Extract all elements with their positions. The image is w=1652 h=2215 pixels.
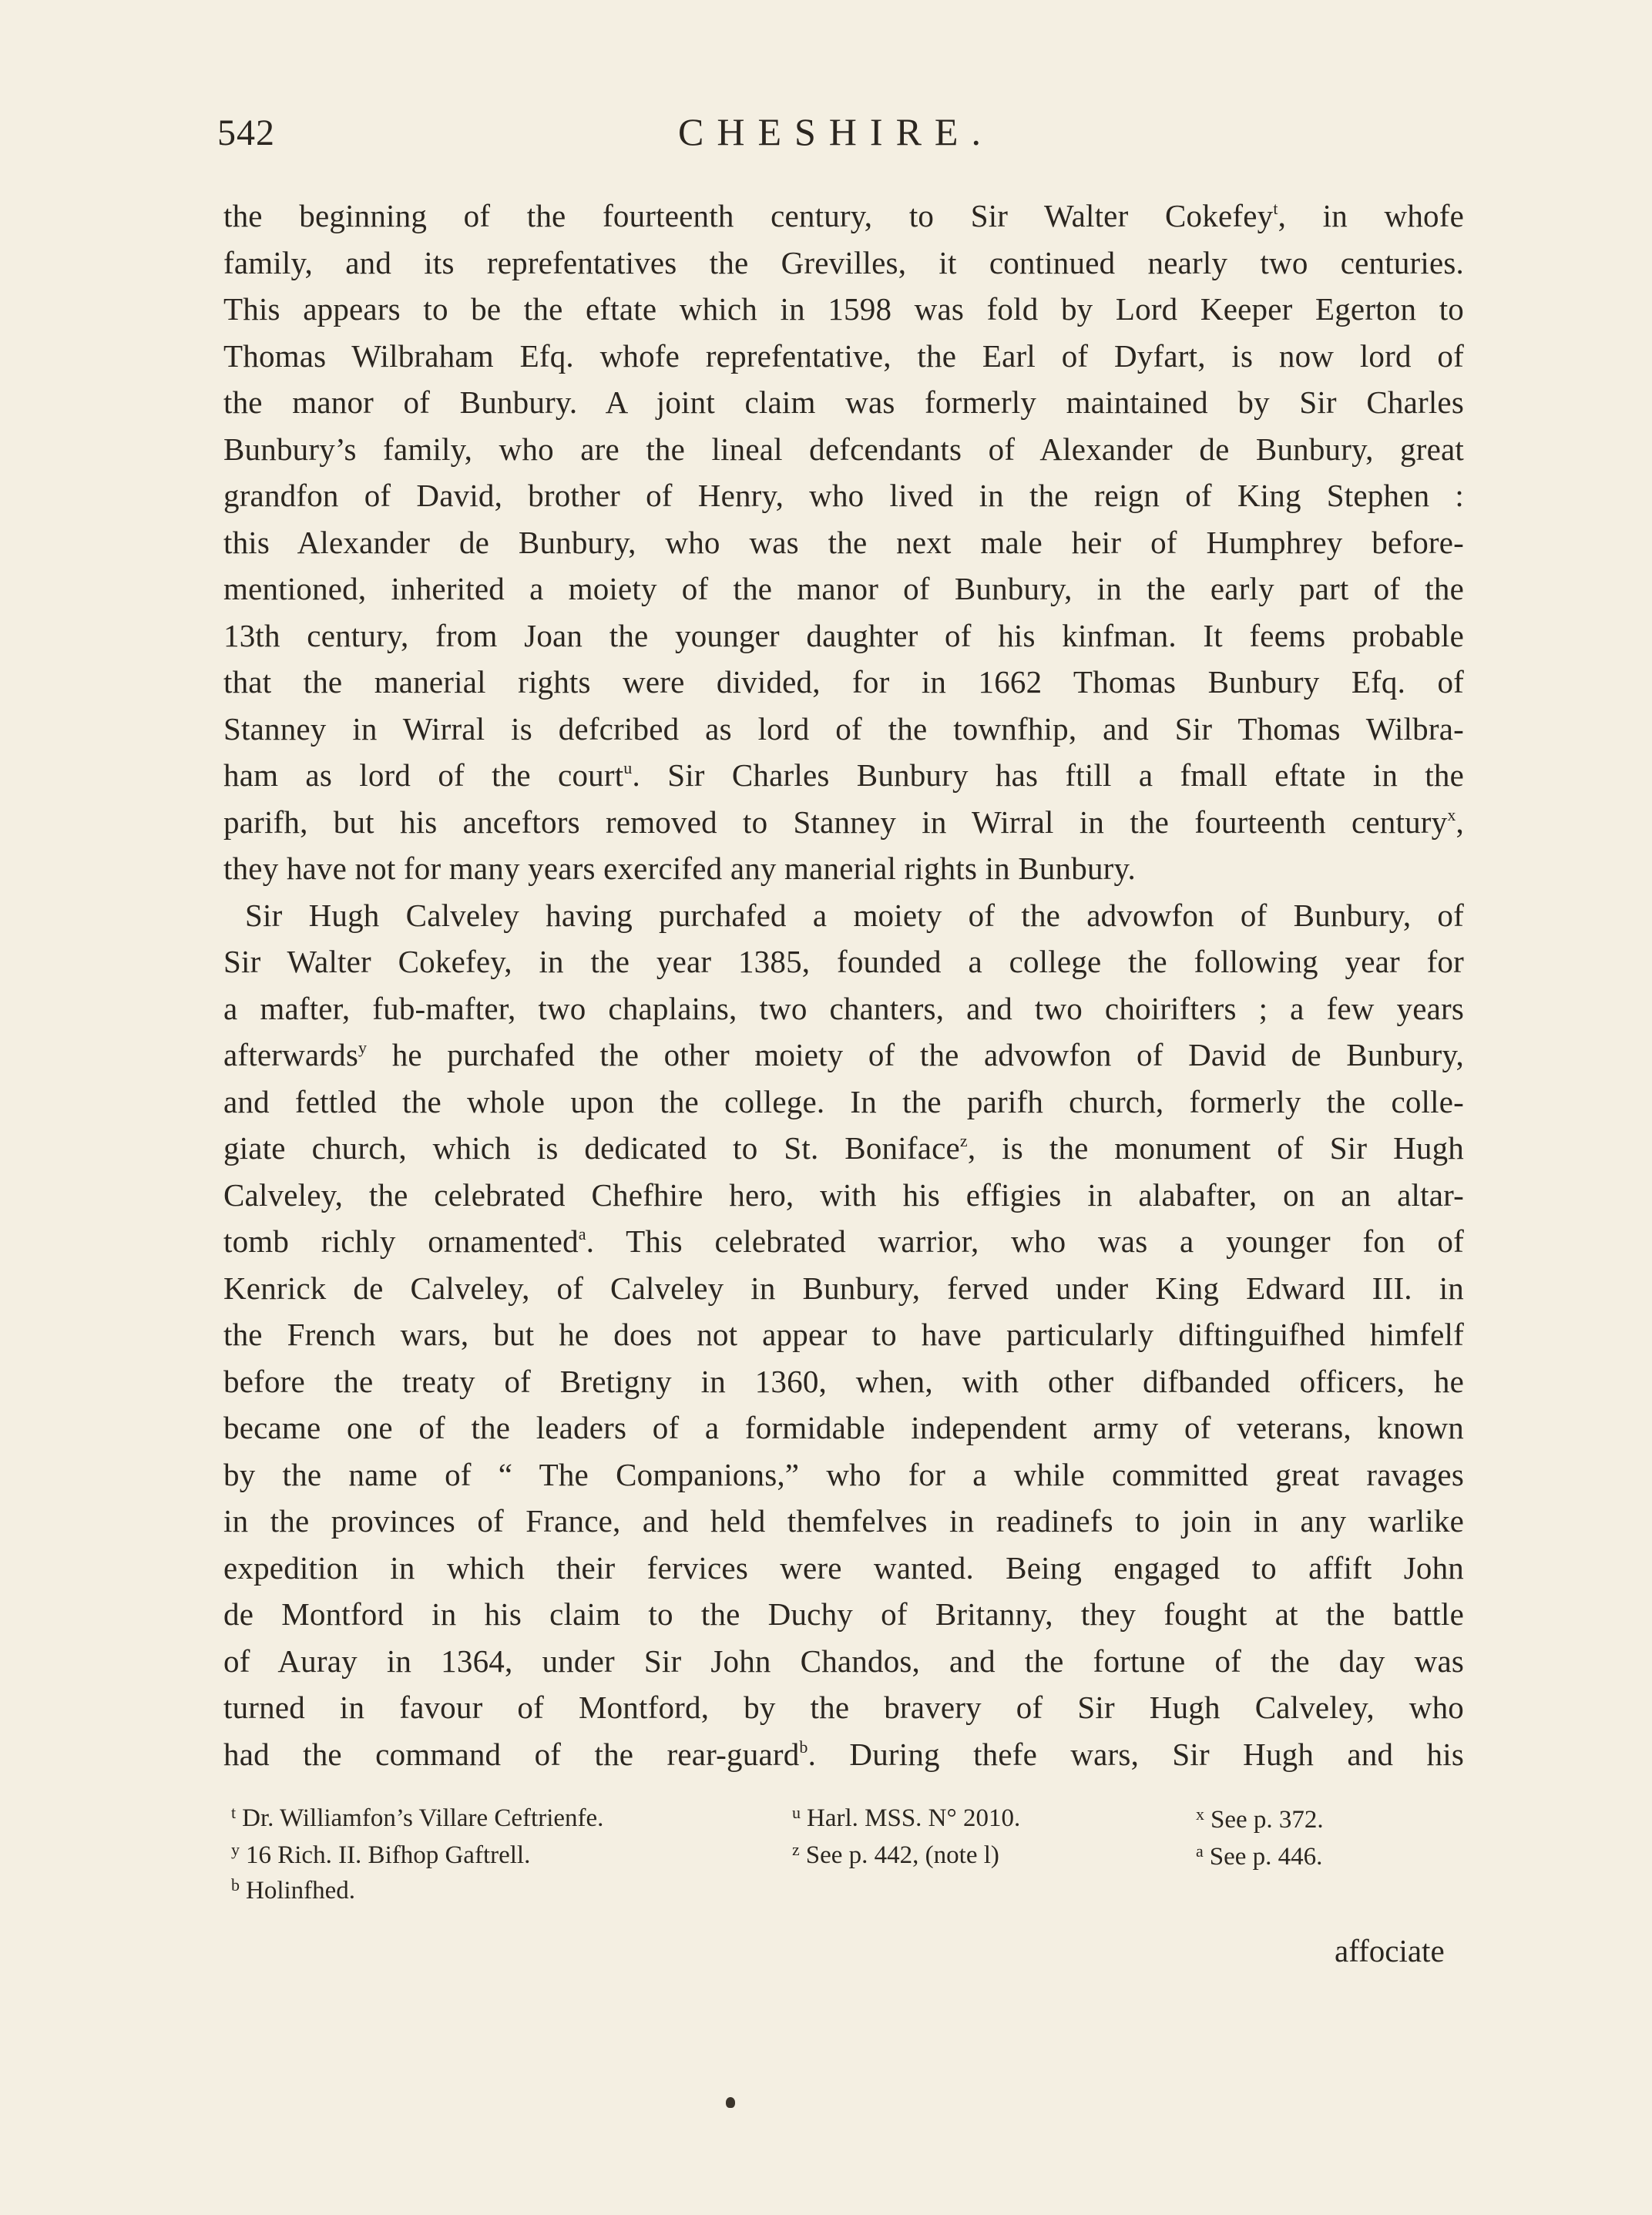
line-text: a mafter, fub-mafter, two chaplains, two chanters, and two choirifters ; a few years (223, 990, 1464, 1026)
text-line (223, 612, 1464, 659)
footnote-u (792, 1803, 1020, 1833)
text-line (223, 845, 1464, 892)
line-text-tail: . Sir Charles Bunbury has ftill a fmall eftate in the (632, 757, 1464, 793)
text-line (223, 333, 1464, 380)
footnote-x (1196, 1804, 1324, 1834)
line-text: Bunbury’s family, who are the lineal defcendants of Alexander de Bunbury, great (223, 431, 1464, 467)
text-line (223, 1731, 1464, 1778)
line-text-tail: , (1456, 804, 1464, 840)
text-line (223, 1172, 1464, 1219)
printer-mark (726, 2097, 735, 2108)
footnote-mark: y (231, 1840, 240, 1859)
text-line (223, 1545, 1464, 1592)
footnote-reference: z (959, 1131, 968, 1150)
line-text: the French wars, but he does not appear to have particularly diftinguifhed himfelf (223, 1317, 1464, 1352)
text-line (223, 938, 1464, 985)
text-line (223, 1079, 1464, 1126)
page-number: 542 (217, 112, 275, 153)
text-line (223, 565, 1464, 612)
line-text: Stanney in Wirral is defcribed as lord of the townfhip, and Sir Thomas Wilbra- (223, 710, 1464, 747)
line-text: expedition in which their fervices were wanted. Being engaged to affift John (223, 1549, 1464, 1586)
footnote-reference: t (1273, 199, 1278, 218)
line-text: Sir Hugh Calveley having purchafed a moiety of the advowfon of Bunbury, of (245, 897, 1464, 933)
text-line (223, 426, 1464, 473)
footnote-mark: a (1196, 1841, 1204, 1861)
text-line (223, 519, 1464, 566)
footnote-z (792, 1840, 999, 1870)
line-text: ham as lord of the court (223, 757, 624, 793)
text-line (223, 193, 1464, 240)
line-text: the beginning of the fourteenth century, to Sir Walter Cokefey (223, 198, 1274, 233)
line-text-tail: , in whofe (1278, 198, 1464, 233)
text-line (223, 1358, 1464, 1405)
line-text: turned in favour of Montford, by the bravery of Sir Hugh Calveley, who (223, 1690, 1464, 1725)
line-text: they have not for many years exercifed any manerial rights in Bunbury. (223, 851, 1137, 886)
line-text: had the command of the rear-guard (223, 1736, 800, 1772)
line-text: by the name of “ The Companions,” who for a while committed great ravages (223, 1456, 1464, 1492)
footnote-text: Dr. Williamfon’s Villare Ceftrienfe. (242, 1804, 604, 1832)
text-line (223, 1405, 1464, 1451)
footnote-mark: u (792, 1803, 801, 1822)
line-text: afterwards (223, 1037, 359, 1072)
text-line (223, 1451, 1464, 1498)
line-text: this Alexander de Bunbury, who was the next male heir of Humphrey before- (223, 524, 1464, 560)
footnote-text: Holinfhed. (246, 1877, 356, 1905)
text-line (223, 1498, 1464, 1545)
line-text-tail: . During thefe wars, Sir Hugh and his (808, 1736, 1464, 1772)
body-text (223, 193, 1464, 1777)
line-text: de Montford in his claim to the Duchy of Britanny, they fought at the battle (223, 1596, 1464, 1632)
running-title: CHESHIRE. (678, 110, 994, 153)
text-line (223, 752, 1464, 799)
footnote-reference: a (578, 1224, 586, 1243)
footnote-mark: z (792, 1840, 800, 1859)
line-text: before the treaty of Bretigny in 1360, when, with other difbanded officers, he (223, 1363, 1464, 1399)
line-text: parifh, but his anceftors removed to Stanney in Wirral in the fourteenth century (223, 804, 1448, 840)
footnote-reference: u (623, 758, 633, 777)
footnote-a (1196, 1841, 1322, 1871)
line-text: Calveley, the celebrated Chefhire hero, with his effigies in alabafter, on an altar- (223, 1176, 1464, 1213)
line-text: grandfon of David, brother of Henry, who lived in the reign of King Stephen : (223, 478, 1464, 513)
footnote-text: See p. 442, (note l) (805, 1841, 999, 1869)
text-line (223, 1638, 1464, 1685)
text-line (223, 379, 1464, 426)
text-line (223, 240, 1464, 287)
line-text: and fettled the whole upon the college. In the parifh church, formerly the colle- (223, 1083, 1464, 1119)
footnote-text: 16 Rich. II. Bifhop Gaftrell. (246, 1841, 531, 1869)
text-line (223, 1032, 1464, 1079)
footnote-mark: b (231, 1875, 240, 1894)
footnote-text: Harl. MSS. N° 2010. (807, 1804, 1021, 1832)
text-line (223, 1311, 1464, 1358)
line-text-tail: , is the monument of Sir Hugh (967, 1130, 1465, 1166)
line-text: family, and its reprefentatives the Grevilles, it continued nearly two centuries. (223, 244, 1464, 280)
line-text: Sir Walter Cokefey, in the year 1385, founded a college the following year for (223, 944, 1464, 979)
text-line (223, 286, 1464, 333)
line-text: giate church, which is dedicated to St. Boniface (223, 1130, 960, 1166)
text-line (223, 659, 1464, 706)
text-line (223, 1684, 1464, 1731)
footnote-t (231, 1803, 603, 1833)
text-line (223, 985, 1464, 1032)
line-text: of Auray in 1364, under Sir John Chandos, and the fortune of the day was (223, 1643, 1464, 1679)
text-line (223, 472, 1464, 519)
line-text: the manor of Bunbury. A joint claim was formerly maintained by Sir Charles (223, 384, 1464, 420)
footnote-reference: y (358, 1038, 368, 1057)
line-text: became one of the leaders of a formidable independent army of veterans, known (223, 1410, 1464, 1445)
footnote-text: See p. 446. (1209, 1843, 1323, 1871)
line-text: 13th century, from Joan the younger daughter of his kinfman. It feems probable (223, 617, 1464, 653)
footnote-b (231, 1875, 355, 1905)
line-text: This appears to be the eftate which in 1598 was fold by Lord Keeper Egerton to (223, 291, 1464, 327)
line-text: in the provinces of France, and held themfelves in readinefs to join in any warlike (223, 1503, 1464, 1539)
footnote-text: See p. 372. (1210, 1806, 1324, 1834)
text-line (223, 892, 1464, 939)
line-text: Kenrick de Calveley, of Calveley in Bunbury, ferved under King Edward III. in (223, 1270, 1464, 1306)
line-text: that the manerial rights were divided, for in 1662 Thomas Bunbury Efq. of (223, 664, 1464, 700)
text-line (223, 1591, 1464, 1638)
footnote-reference: x (1447, 804, 1456, 824)
footnote-reference: b (799, 1737, 808, 1757)
line-text-tail: . This celebrated warrior, who was a younger fon of (586, 1223, 1464, 1259)
text-line (223, 706, 1464, 753)
text-line (223, 1265, 1464, 1312)
line-text-tail: he purchafed the other moiety of the advowfon of David de Bunbury, (367, 1037, 1464, 1072)
footnote-y (231, 1840, 530, 1870)
line-text: tomb richly ornamented (223, 1223, 579, 1259)
line-text: Thomas Wilbraham Efq. whofe reprefentative, the Earl of Dyfart, is now lord of (223, 337, 1464, 374)
text-line (223, 1125, 1464, 1172)
text-line (223, 1218, 1464, 1265)
text-line (223, 799, 1464, 846)
line-text: mentioned, inherited a moiety of the manor of Bunbury, in the early part of the (223, 571, 1464, 606)
footnote-mark: x (1196, 1804, 1204, 1824)
catchword: affociate (1335, 1933, 1445, 1968)
footnote-mark: t (231, 1803, 237, 1822)
